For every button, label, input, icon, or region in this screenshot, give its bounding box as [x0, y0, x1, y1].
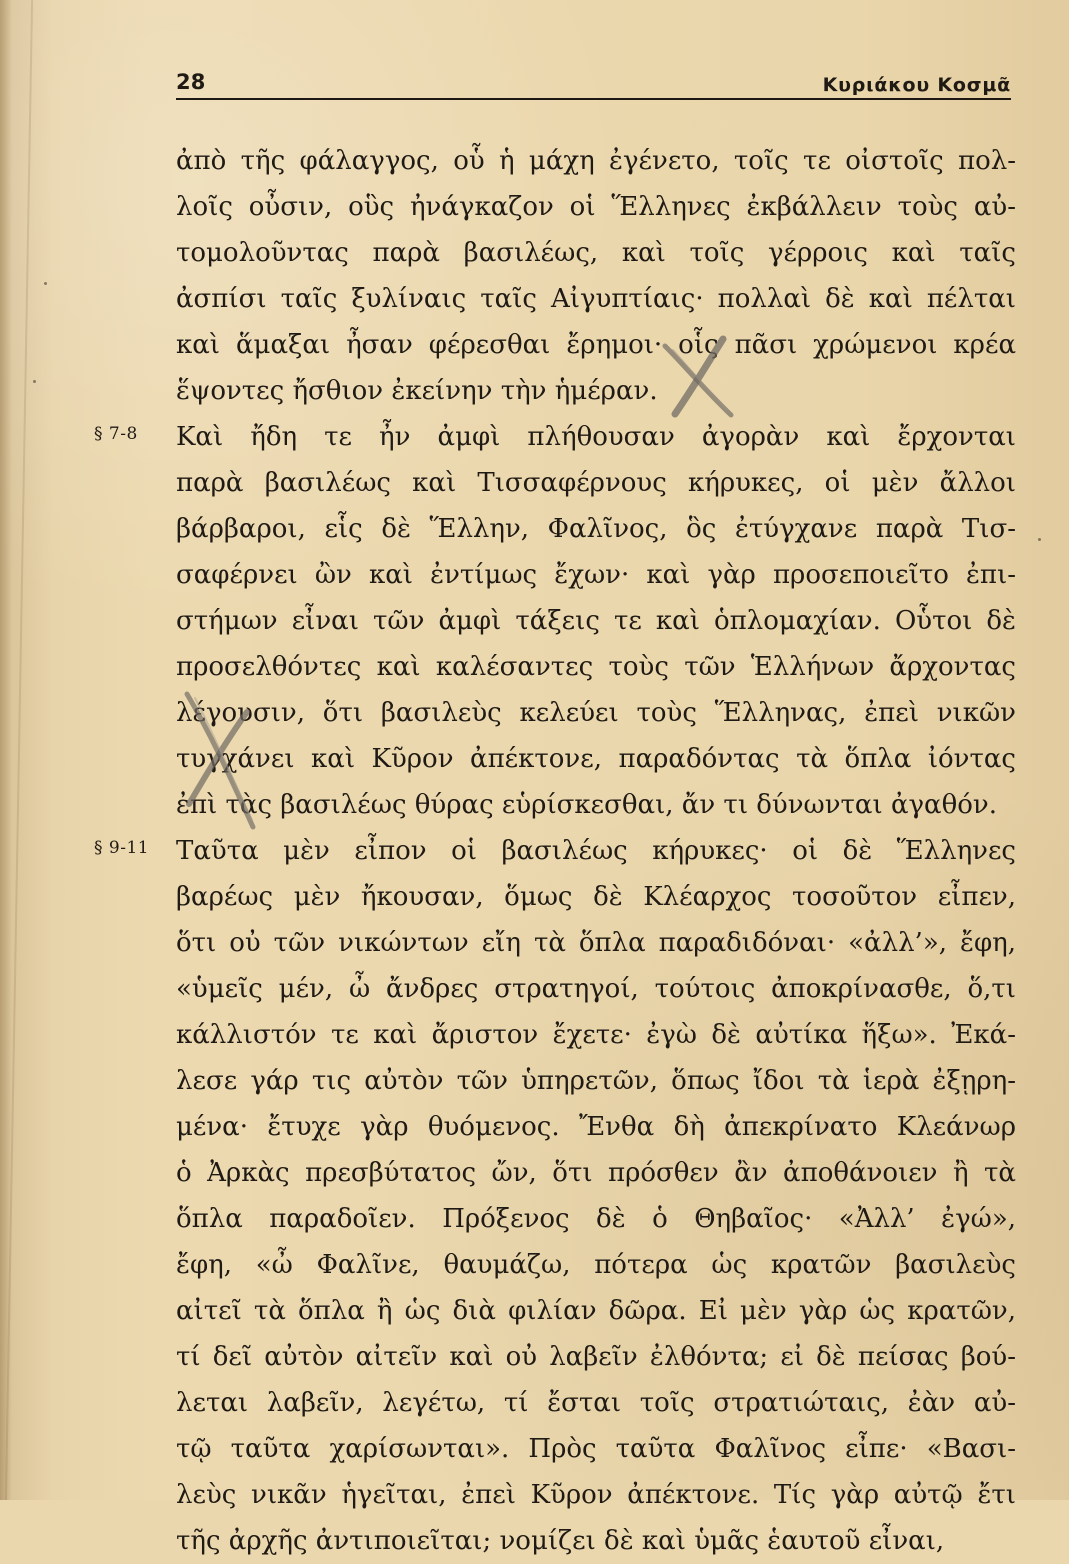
section-line-9-11	[94, 828, 1016, 874]
page-number: 28	[176, 70, 206, 94]
paper-speck	[44, 282, 47, 285]
paper-speck	[1038, 538, 1041, 541]
text-line: τί δεῖ αὐτὸν αἰτεῖν καὶ οὐ λαβεῖν ἐλθόντα; εἰ δὲ πείσας βού-	[176, 1342, 1016, 1372]
text-line: καὶ ἅμαξαι ἦσαν φέρεσθαι ἔρημοι· οἷς πᾶσι χρώμενοι κρέα	[176, 330, 1016, 360]
section-mark-7-8: § 7-8	[94, 424, 138, 444]
text-line: λεται λαβεῖν, λεγέτω, τί ἔσται τοῖς στρατιώταις, ἐὰν αὐ-	[176, 1388, 1016, 1418]
text-line: προσελθόντες καὶ καλέσαντες τοὺς τῶν Ἑλλήνων ἄρχοντας	[176, 652, 1016, 682]
text-line: ἔφη, «ὦ Φαλῖνε, θαυμάζω, πότερα ὡς κρατῶν βασιλεὺς	[176, 1250, 1016, 1280]
section-mark-9-11: § 9-11	[94, 838, 150, 858]
text-line: σαφέρνει ὢν καὶ ἐντίμως ἔχων· καὶ γὰρ προσεποιεῖτο ἐπι-	[176, 560, 1016, 590]
text-line: ἀσπίσι ταῖς ξυλίναις ταῖς Αἰγυπτίαις· πολλαὶ δὲ καὶ πέλται	[176, 284, 1016, 314]
text-line: «ὑμεῖς μέν, ὦ ἄνδρες στρατηγοί, τούτοις ἀποκρίνασθε, ὅ,τι	[176, 974, 1016, 1004]
text-line: παρὰ βασιλέως καὶ Τισσαφέρνους κήρυκες, οἱ μὲν ἄλλοι	[176, 468, 1016, 498]
text-line: Καὶ ἤδη τε ἦν ἀμφὶ πλήθουσαν ἀγορὰν καὶ ἔρχονται	[176, 422, 1016, 452]
text-line: ἀπὸ τῆς φάλαγγος, οὗ ἡ μάχη ἐγένετο, τοῖς τε οἰστοῖς πολ-	[176, 146, 1016, 176]
text-line: ἐπὶ τὰς βασιλέως θύρας εὑρίσκεσθαι, ἄν τι δύνωνται ἀγαθόν.	[176, 790, 997, 820]
text-line: τυγχάνει καὶ Κῦρον ἀπέκτονε, παραδόντας τὰ ὅπλα ἰόντας	[176, 744, 1016, 774]
text-line: λεσε γάρ τις αὐτὸν τῶν ὑπηρετῶν, ὅπως ἴδοι τὰ ἱερὰ ἐξῃρη-	[176, 1066, 1016, 1096]
text-line: κάλλιστόν τε καὶ ἄριστον ἔχετε· ἐγὼ δὲ αὐτίκα ἥξω». Ἐκά-	[176, 1020, 1016, 1050]
text-line: βαρέως μὲν ἤκουσαν, ὅμως δὲ Κλέαρχος τοσοῦτον εἶπεν,	[176, 882, 1016, 912]
text-line: λοῖς οὖσιν, οὓς ἠνάγκαζον οἱ Ἕλληνες ἐκβάλλειν τοὺς αὐ-	[176, 192, 1016, 222]
greek-text-body	[94, 138, 1016, 1564]
text-line: μένα· ἔτυχε γὰρ θυόμενος. Ἔνθα δὴ ἀπεκρίνατο Κλεάνωρ	[176, 1112, 1016, 1142]
section-line-7-8	[94, 414, 1016, 460]
text-line: τομολοῦντας παρὰ βασιλέως, καὶ τοῖς γέρροις καὶ ταῖς	[176, 238, 1016, 268]
text-line: Ταῦτα μὲν εἶπον οἱ βασιλέως κήρυκες· οἱ δὲ Ἕλληνες	[176, 836, 1016, 866]
paper-speck	[33, 380, 36, 383]
text-line: τῆς ἀρχῆς ἀντιποιεῖται; νομίζει δὲ καὶ ὑμᾶς ἑαυτοῦ εἶναι,	[176, 1526, 945, 1556]
text-line: αἰτεῖ τὰ ὅπλα ἢ ὡς διὰ φιλίαν δῶρα. Εἰ μὲν γὰρ ὡς κρατῶν,	[176, 1296, 1016, 1326]
text-line: ἕψοντες ἤσθιον ἐκείνην τὴν ἡμέραν.	[176, 376, 658, 406]
text-line: ὅτι οὐ τῶν νικώντων εἴη τὰ ὅπλα παραδιδόναι· «ἀλλ’», ἔφη,	[176, 928, 1016, 958]
text-line: λεὺς νικᾶν ἡγεῖται, ἐπεὶ Κῦρον ἀπέκτονε. Τίς γὰρ αὐτῷ ἔτι	[176, 1480, 1016, 1510]
text-line: βάρβαροι, εἷς δὲ Ἕλλην, Φαλῖνος, ὃς ἐτύγχανε παρὰ Τισ-	[176, 514, 1016, 544]
text-line: στήμων εἶναι τῶν ἀμφὶ τάξεις τε καὶ ὁπλομαχίαν. Οὗτοι δὲ	[176, 606, 1016, 636]
running-head: Κυριάκου Κοσμᾶ	[822, 74, 1011, 96]
text-line: τῷ ταῦτα χαρίσωνται». Πρὸς ταῦτα Φαλῖνος εἶπε· «Βασι-	[176, 1434, 1016, 1464]
text-line: ὁ Ἀρκὰς πρεσβύτατος ὤν, ὅτι πρόσθεν ἂν ἀποθάνοιεν ἢ τὰ	[176, 1158, 1016, 1188]
text-line: λέγουσιν, ὅτι βασιλεὺς κελεύει τοὺς Ἕλληνας, ἐπεὶ νικῶν	[176, 698, 1016, 728]
text-line: ὅπλα παραδοῖεν. Πρόξενος δὲ ὁ Θηβαῖος· «Ἀλλ’ ἐγώ»,	[176, 1204, 1016, 1234]
page-header	[176, 66, 1011, 100]
